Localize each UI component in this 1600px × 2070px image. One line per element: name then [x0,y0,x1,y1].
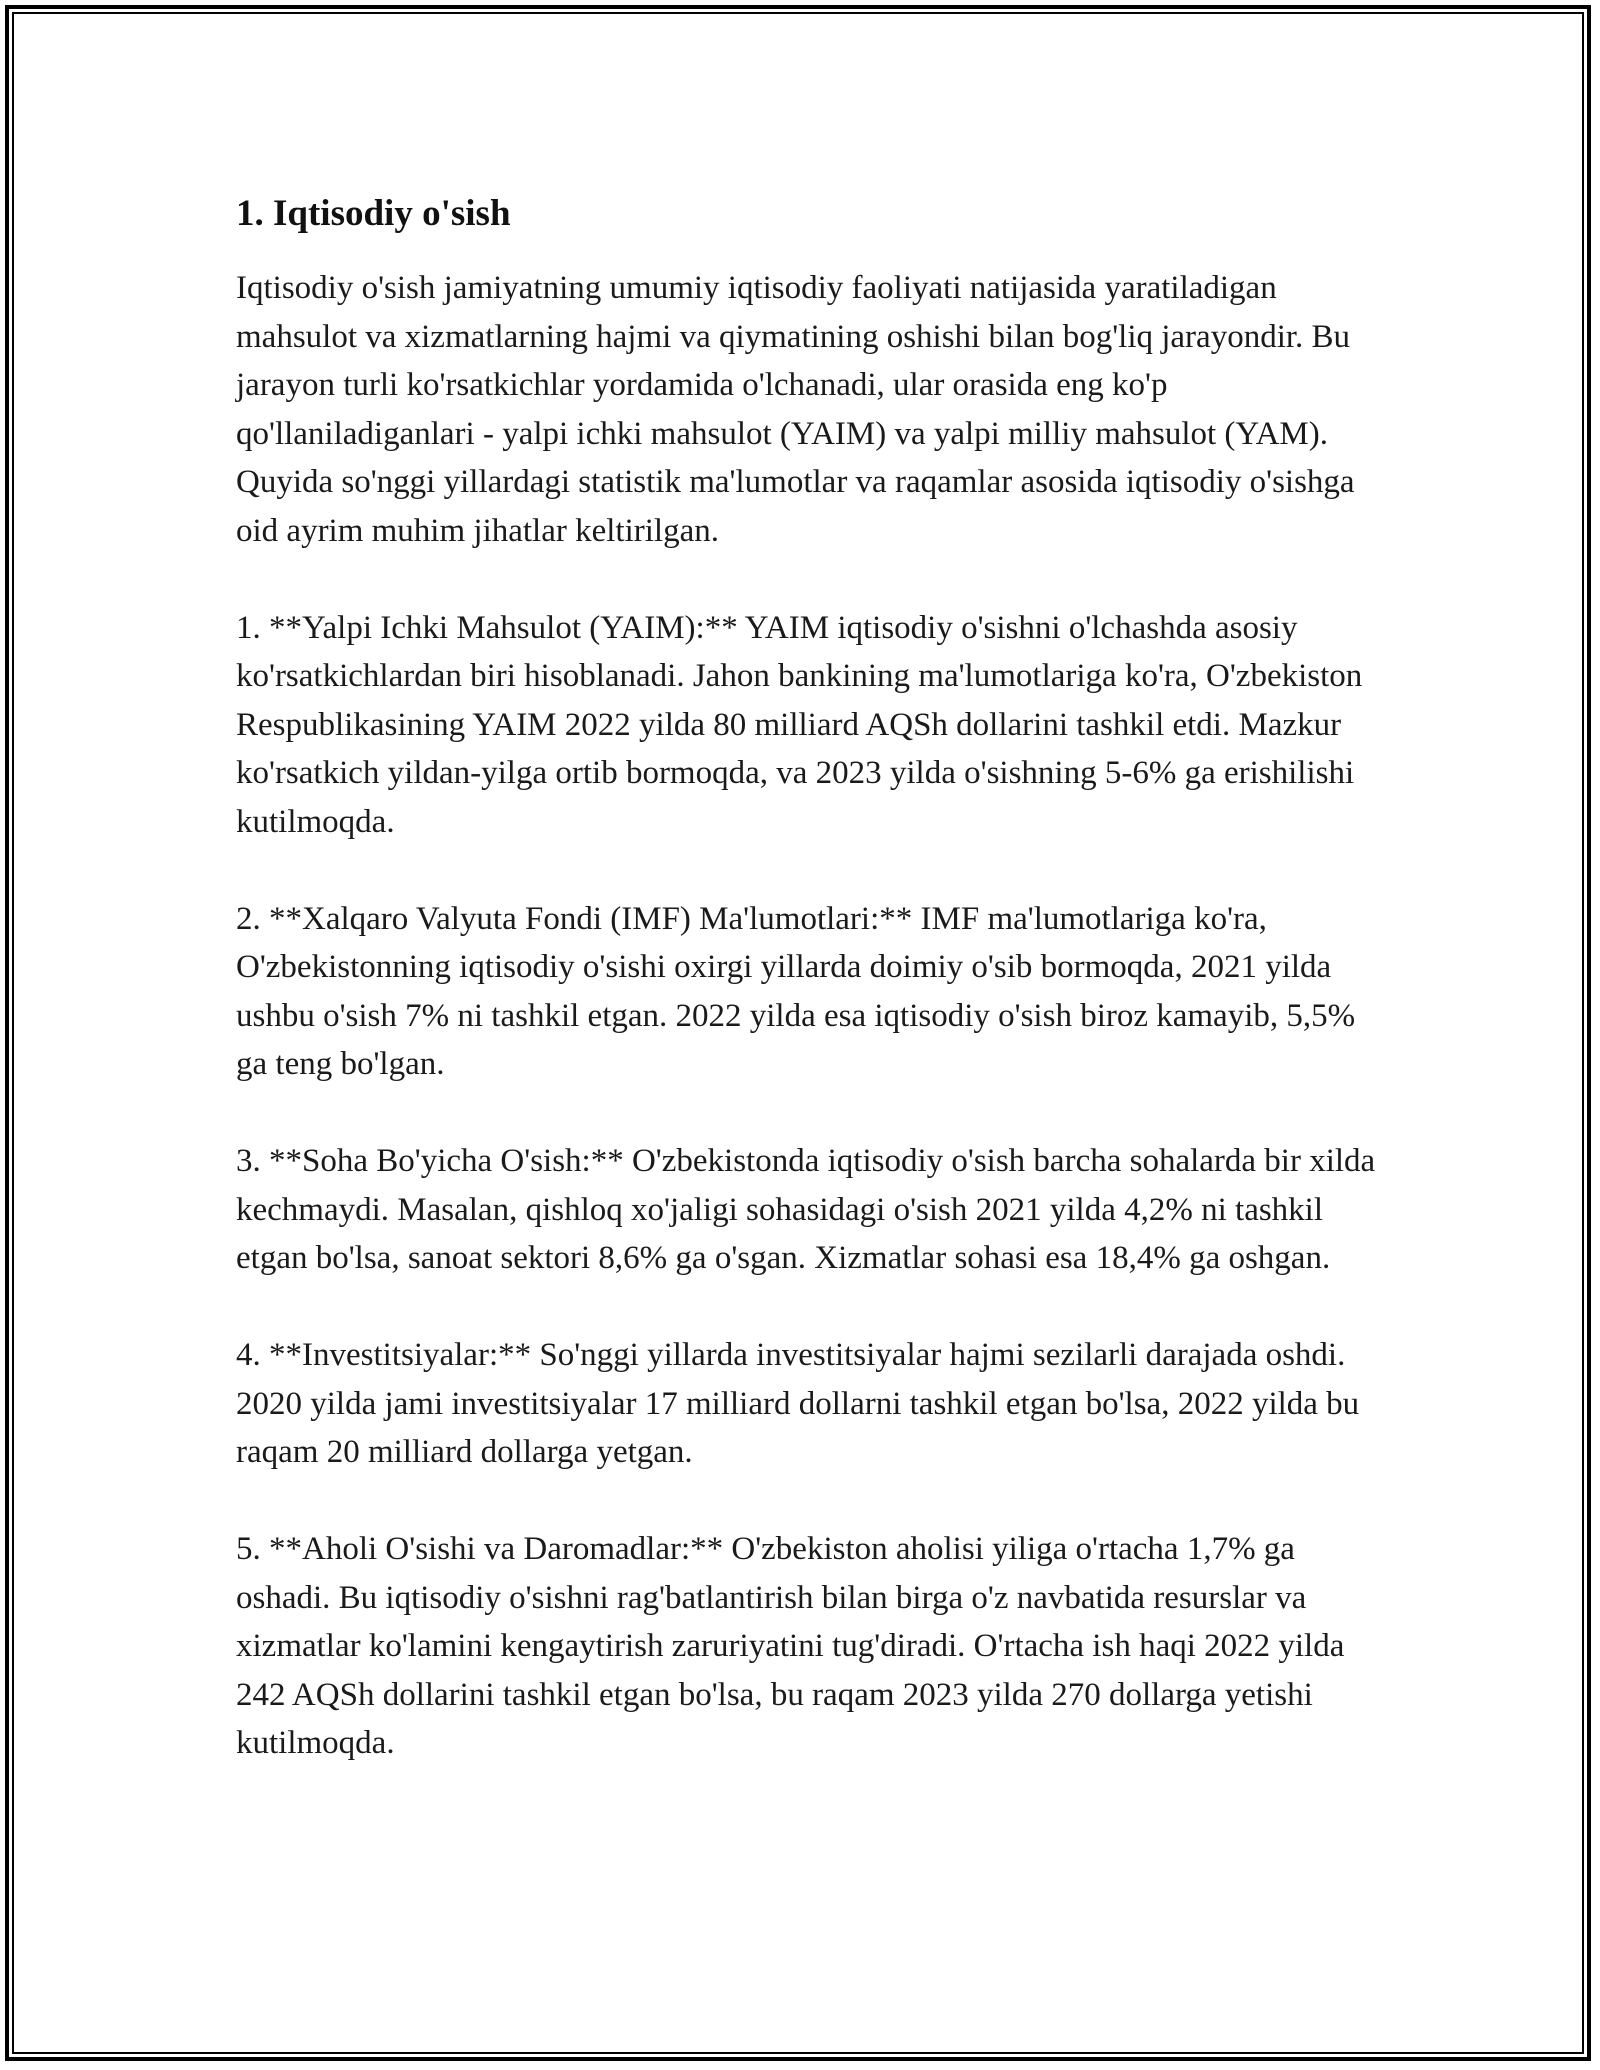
paragraph-sector-growth: 3. **Soha Bo'yicha O'sish:** O'zbekistonda iqtisodiy o'sish barcha sohalarda bir xilda kechmaydi. Masalan, qishloq xo'jaligi sohasidagi o'sish 2021 yilda 4,2% ni tashkil etgan bo'lsa, sanoat sektori 8,6% ga o'sgan. Xizmatlar sohasi esa 18,4% ga oshgan. [236,1143,1376,1276]
paragraph-investments: 4. **Investitsiyalar:** So'nggi yillarda investitsiyalar hajmi sezilarli darajada oshdi. 2020 yilda jami investitsiyalar 17 milliard dollarni tashkil etgan bo'lsa, 2022 yilda bu raqam 20 milliard dollarga yetgan. [236,1337,1360,1470]
section-heading: 1. Iqtisodiy o'sish [236,193,511,234]
document-body [236,188,1376,1816]
paragraph-imf: 2. **Xalqaro Valyuta Fondi (IMF) Ma'lumotlari:** IMF ma'lumotlariga ko'ra, O'zbekistonning iqtisodiy o'sishi oxirgi yillarda doimiy o'sib bormoqda, 2021 yilda ushbu o'sish 7% ni tashkil etgan. 2022 yilda esa iqtisodiy o'sish biroz kamayib, 5,5% ga teng bo'lgan. [236,900,1356,1082]
paragraph-gdp: 1. **Yalpi Ichki Mahsulot (YAIM):** YAIM iqtisodiy o'sishni o'lchashda asosiy ko'rsatkichlardan biri hisoblanadi. Jahon bankining ma'lumotlariga ko'ra, O'zbekiston Respublikasining YAIM 2022 yilda 80 milliard AQSh dollarini tashkil etdi. Mazkur ko'rsatkich yildan-yilga ortib bormoqda, va 2023 yilda o'sishning 5-6% ga erishilishi kutilmoqda. [236,609,1363,840]
intro-paragraph: Iqtisodiy o'sish jamiyatning umumiy iqtisodiy faoliyati natijasida yaratiladigan mahsulot va xizmatlarning hajmi va qiymatining oshishi bilan bog'liq jarayondir. Bu jarayon turli ko'rsatkichlar yordamida o'lchanadi, ular orasida eng ko'p qo'llaniladiganlari - yalpi ichki mahsulot (YAIM) va yalpi milliy mahsulot (YAM). Quyida so'nggi yillardagi statistik ma'lumotlar va raqamlar asosida iqtisodiy o'sishga oid ayrim muhim jihatlar keltirilgan. [236,270,1355,549]
paragraph-population-income: 5. **Aholi O'sishi va Daromadlar:** O'zbekiston aholisi yiliga o'rtacha 1,7% ga oshadi. Bu iqtisodiy o'sishni rag'batlantirish bilan birga o'z navbatida resurslar va xizmatlar ko'lamini kengaytirish zaruriyatini tug'diradi. O'rtacha ish haqi 2022 yilda 242 AQSh dollarini tashkil etgan bo'lsa, bu raqam 2023 yilda 270 dollarga yetishi kutilmoqda. [236,1531,1345,1761]
